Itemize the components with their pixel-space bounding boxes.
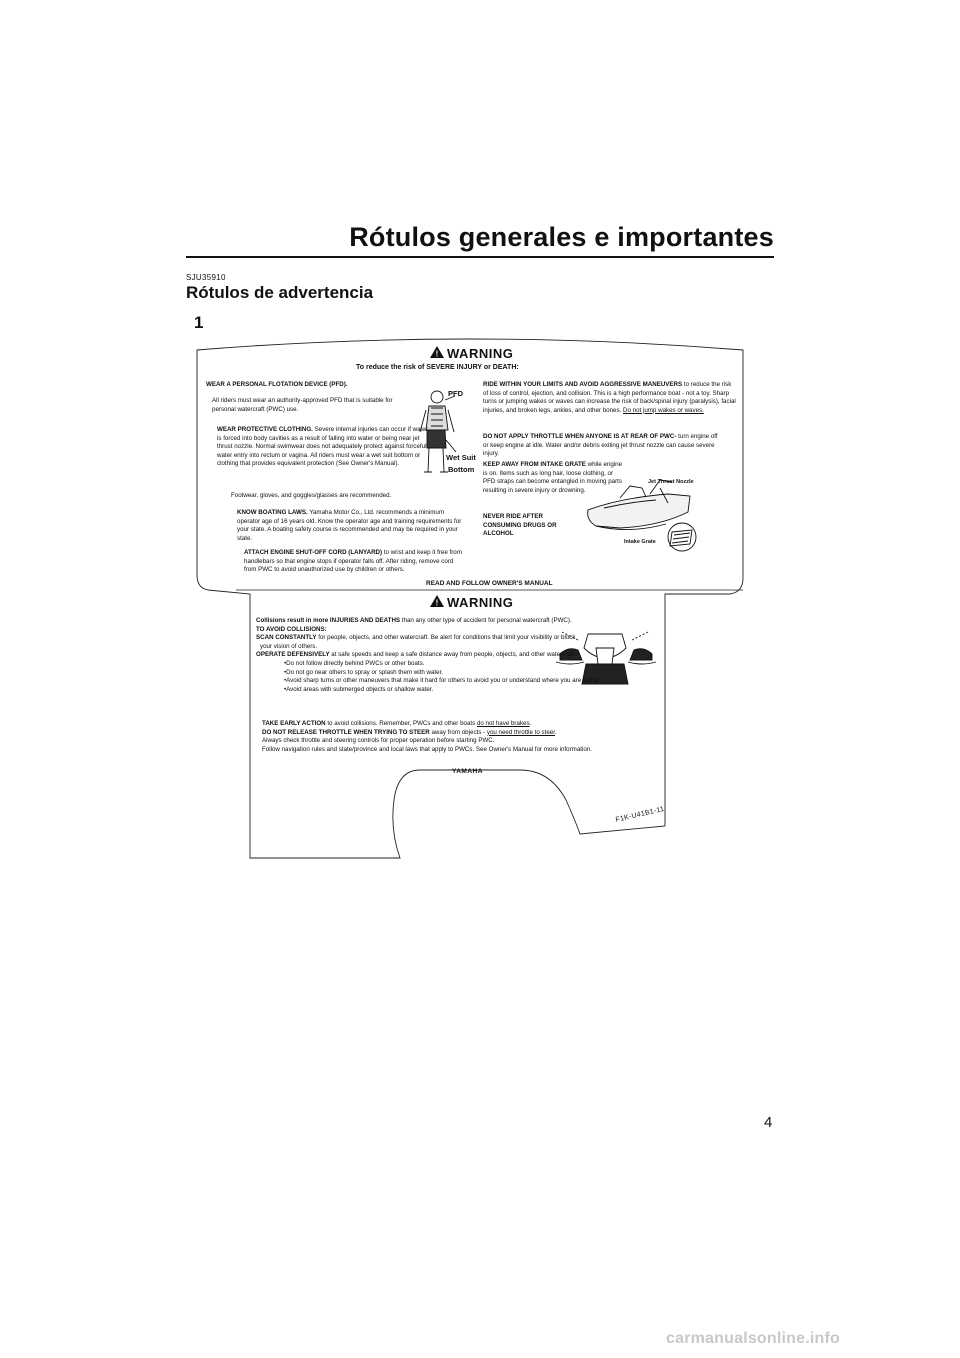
intake-grate-label: Intake Grate bbox=[624, 539, 656, 545]
warning-triangle-icon bbox=[430, 595, 444, 608]
bottom-label: Bottom bbox=[448, 465, 475, 474]
pfd-text: All riders must wear an authority-approved PFD that is suitable for personal watercraft (PWC) use. bbox=[212, 397, 393, 413]
part-number: F1K-U41B1-11 bbox=[615, 805, 666, 824]
protective-clothing-text: WEAR PROTECTIVE CLOTHING. Severe internal injuries can occur if water is forced into body cavities as a result of falling into water or being near jet thrust nozzle. Normal swimwear does not adequately protect against forceful water entry into rectum or vagina. All riders must wear a wet suit bottom or clothing that provides equivalent protection (See Owner's Manual). bbox=[217, 426, 428, 468]
pfd-label: PFD bbox=[448, 389, 463, 398]
svg-text:!: ! bbox=[435, 349, 439, 359]
warning-heading: WARNING bbox=[447, 595, 514, 610]
collision-tail-block: TAKE EARLY ACTION to avoid collisions. Remember, PWCs and other boats do not have brakes. DO NOT RELEASE THROTTLE WHEN TRYING TO STEER away from objects - you need throttle to steer. Always check throttle and steering controls for proper operation before starting PWC. Follow navigation rules and state/province and local laws that apply to PWCs. See Owner's Manual for more information. bbox=[262, 720, 592, 753]
collision-bullets: •Do not follow directly behind PWCs or other boats. •Do not go near others to spray or splash them with water. •Avoid sharp turns or other maneuvers that make it hard for others to avoid you or understand where you are going. •Avoid areas with submerged objects or shallow water. bbox=[284, 660, 600, 693]
page-title: Rótulos generales e importantes bbox=[349, 222, 774, 252]
yamaha-brand: YAMAHA bbox=[452, 768, 483, 775]
warning-heading: WARNING bbox=[447, 346, 514, 361]
wet-suit-label: Wet Suit bbox=[446, 453, 476, 462]
figure-number: 1 bbox=[194, 313, 204, 332]
collision-text-block: Collisions result in more INJURIES AND DEATHS than any other type of accident for personal watercraft (PWC). TO AVOID COLLISIONS: SCAN CONSTANTLY for people, objects, and other watercraft. Be alert for conditions that limit your visibility or block your vision of others. OPERATE DEFENSIVELY at safe speeds and keep a safe distance away from people, objects, and other watercraft. bbox=[256, 617, 576, 659]
page-number: 4 bbox=[764, 1114, 773, 1131]
pfd-heading: WEAR A PERSONAL FLOTATION DEVICE (PFD). bbox=[206, 381, 348, 388]
warning-subheading: To reduce the risk of SEVERE INJURY or DEATH: bbox=[356, 364, 519, 371]
watermark: carmanualsonline.info bbox=[666, 1330, 841, 1347]
lanyard-text: ATTACH ENGINE SHUT-OFF CORD (LANYARD) to wrist and keep it free from handlebars so that engine stops if operator falls off. After riding, remove cord from PWC to avoid unauthorized use by children or others. bbox=[244, 549, 462, 574]
ride-limits-text: RIDE WITHIN YOUR LIMITS AND AVOID AGGRESSIVE MANEUVERS to reduce the risk of loss of control, ejection, and collision. This is a high performance boat - not a toy. Sharp turns or jumping wakes or waves can increase the risk of back/spinal injury (paralysis), facial injuries, and broken legs, ankles, and other bones. Do not jump wakes or waves. bbox=[483, 381, 736, 414]
footwear-text: Footwear, gloves, and goggles/glasses are recommended. bbox=[231, 492, 392, 499]
boating-laws-text: KNOW BOATING LAWS. Yamaha Motor Co., Ltd. recommends a minimum operator age of 16 years old. Know the operator age and training requirements for your state. A boating safety course is recommended and may be required in your state. bbox=[237, 509, 462, 542]
intake-grate-text: KEEP AWAY FROM INTAKE GRATE while engine is on. Items such as long hair, loose clothing, or PFD straps can become entangled in moving parts resulting in severe injury or drowning. bbox=[483, 461, 623, 494]
section-title: Rótulos de advertencia bbox=[186, 283, 374, 302]
svg-text:!: ! bbox=[435, 598, 439, 608]
read-manual-note: READ AND FOLLOW OWNER'S MANUAL bbox=[426, 580, 553, 587]
jet-nozzle-label: Jet Thrust Nozzle bbox=[648, 479, 694, 485]
throttle-rear-text: DO NOT APPLY THROTTLE WHEN ANYONE IS AT REAR OF PWC- turn engine off or keep engine at idle. Water and/or debris exiting jet thrust nozzle can cause severe injury. bbox=[483, 433, 718, 458]
drugs-alcohol-text: NEVER RIDE AFTER CONSUMING DRUGS OR ALCOHOL bbox=[483, 513, 557, 538]
reference-code: SJU35910 bbox=[186, 273, 226, 282]
warning-triangle-icon bbox=[430, 346, 444, 359]
